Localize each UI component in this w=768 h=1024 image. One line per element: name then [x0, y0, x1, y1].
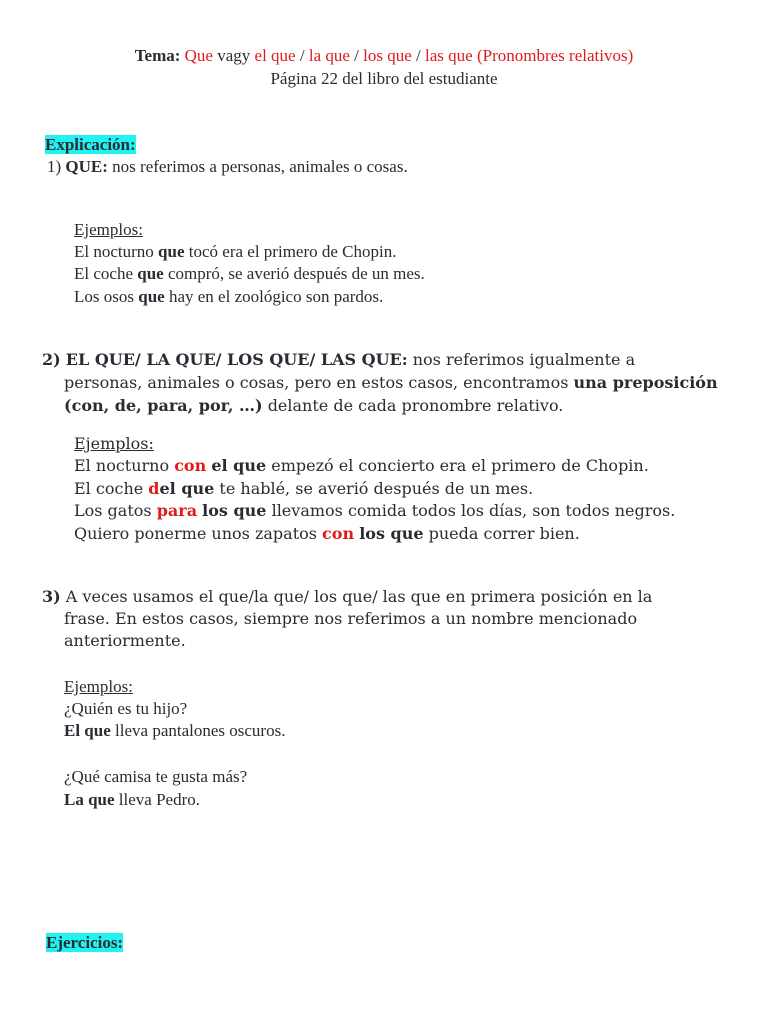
section-2-number: 2)	[42, 350, 61, 369]
section-2-rule	[42, 348, 635, 371]
section-1-example: El coche que compró, se averió después de un mes.	[74, 264, 425, 283]
title-las-que: las que (Pronombres relativos)	[425, 46, 634, 65]
section-3-ejemplos-label: Ejemplos:	[64, 677, 133, 696]
section-1-example: Los osos que hay en el zoológico son pardos.	[74, 287, 384, 306]
explicacion-heading-text: Explicación:	[45, 135, 136, 154]
section-2-keyword: EL QUE/ LA QUE/ LOS QUE/ LAS QUE:	[65, 350, 408, 369]
section-2-text: nos referimos igualmente a	[412, 350, 636, 369]
section-1-rule	[47, 155, 408, 178]
section-3-answer: La que lleva Pedro.	[64, 790, 200, 809]
title-el-que: el que	[254, 46, 296, 65]
title-la-que: la que	[308, 46, 350, 65]
title-sep: /	[416, 46, 421, 65]
title-que: Que	[184, 46, 213, 65]
section-2-example: El nocturno con el que empezó el concierto era el primero de Chopin.	[74, 456, 649, 475]
section-3-number: 3)	[42, 587, 61, 606]
section-3-rule	[42, 585, 652, 608]
section-3-text: A veces usamos el que/la que/ los que/ las que en primera posición en la	[65, 587, 653, 606]
section-1-number: 1)	[47, 157, 62, 176]
section-1-keyword: QUE:	[65, 157, 108, 176]
page-title	[0, 44, 768, 67]
section-2-ejemplos-label: Ejemplos:	[74, 434, 154, 453]
ejercicios-heading	[46, 931, 123, 954]
title-sep: /	[299, 46, 305, 65]
section-3-question: ¿Qué camisa te gusta más?	[64, 767, 248, 786]
title-los-que: los que	[363, 46, 412, 65]
section-2-line: (con, de, para, por, …) delante de cada pronombre relativo.	[64, 396, 564, 415]
explicacion-heading	[45, 133, 136, 156]
title-vagy: vagy	[217, 46, 251, 65]
section-3-line: frase. En estos casos, siempre nos referimos a un nombre mencionado	[64, 609, 638, 628]
section-2-example: Quiero ponerme unos zapatos con los que pueda correr bien.	[74, 524, 580, 543]
section-3-answer: El que lleva pantalones oscuros.	[64, 721, 286, 740]
section-2-example: El coche del que te hablé, se averió después de un mes.	[74, 479, 534, 498]
section-1-ejemplos-label: Ejemplos:	[74, 220, 143, 239]
page-subtitle: Página 22 del libro del estudiante	[270, 69, 498, 88]
section-1-example: El nocturno que tocó era el primero de Chopin.	[74, 242, 397, 261]
section-3-question: ¿Quién es tu hijo?	[64, 699, 188, 718]
tema-label: Tema:	[134, 46, 181, 65]
section-2-line: personas, animales o cosas, pero en estos casos, encontramos una preposición	[64, 373, 718, 392]
section-1-text: nos referimos a personas, animales o cosas.	[112, 157, 408, 176]
title-sep: /	[354, 46, 359, 65]
ejercicios-heading-text: Ejercicios:	[46, 933, 124, 952]
section-2-example: Los gatos para los que llevamos comida todos los días, son todos negros.	[74, 501, 676, 520]
section-3-line: anteriormente.	[64, 631, 186, 650]
